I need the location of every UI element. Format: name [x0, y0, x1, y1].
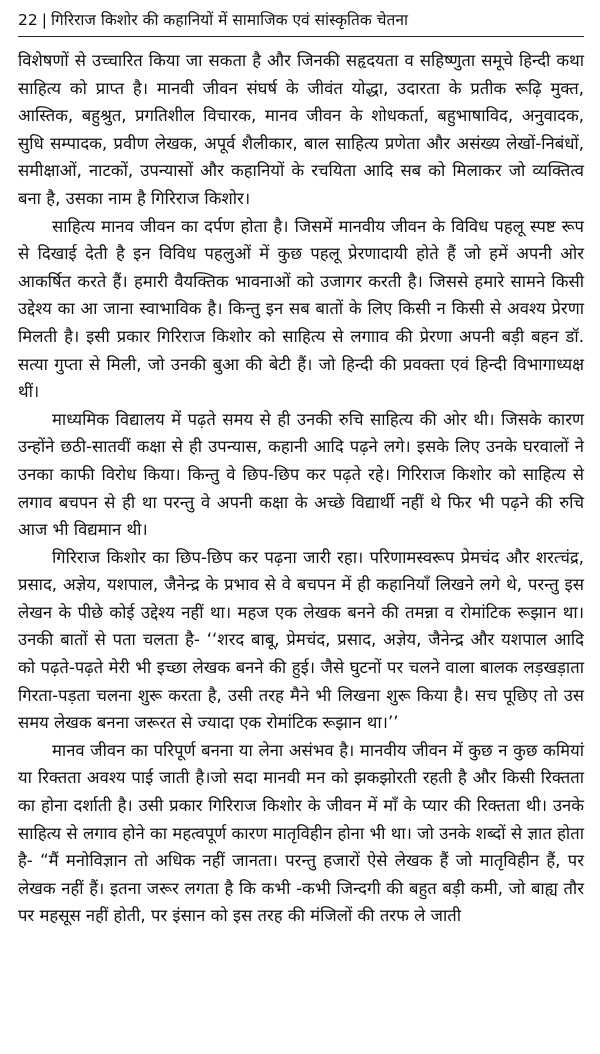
paragraph-3: माध्यमिक विद्यालय में पढ़ते समय से ही उनकी रुचि साहित्य की ओर थी। जिसके कारण उन्होंने छठी-सातवीं कक्षा से ही उपन्यास, कहानी आदि पढ़ने लगे। इसके लिए उनके घरवालों ने उनका काफी विरोध किया। किन्तु वे छिप-छिप कर पढ़ते रहे। गिरिराज किशोर को साहित्य से लगाव बचपन से ही था परन्तु वे अपनी कक्षा के अच्छे विद्यार्थी नहीं थे फिर भी पढ़ने की रुचि आज भी विद्यमान थी। — [18, 409, 584, 540]
paragraph-4: गिरिराज किशोर का छिप-छिप कर पढ़ना जारी रहा। परिणामस्वरूप प्रेमचंद और शरत्चंद्र, प्रसाद, अज्ञेय, यशपाल, जैनेन्द्र के प्रभाव से वे बचपन में ही कहानियाँ लिखने लगे थे, परन्तु इस लेखन के पीछे कोई उद्देश्य नहीं था। महज एक लेखक बनने की तमन्ना व रोमांटिक रूझान था। उनकी बातों से पता चलता है- ‘‘शरद बाबू, प्रेमचंद, प्रसाद, अज्ञेय, जैनेन्द्र और यशपाल आदि को पढ़ते-पढ़ते मेरी भी इच्छा लेखक बनने की हुई। जैसे घुटनों पर चलने वाला बालक लड़खड़ाता गिरता-पड़ता चलना शुरू करता है, उसी तरह मैने भी लिखना शुरू किया है। सच पूछिए तो उस समय लेखक बनना जरूरत से ज्यादा एक रोमांटिक रूझान था।’’ — [18, 547, 584, 733]
running-header — [18, 8, 584, 36]
body-text — [18, 47, 584, 930]
paragraph-1: विशेषणों से उच्चारित किया जा सकता है और जिनकी सहृदयता व सहिष्णुता समूचे हिन्दी कथा साहित्य को प्राप्त है। मानवी जीवन संघर्ष के जीवंत योद्धा, उदारता के प्रतीक रूढ़ि मुक्त, आस्तिक, बहुश्रुत, प्रगतिशील विचारक, मानव जीवन के शोधकर्ता, बहुभाषाविद, अनुवादक, सुधि सम्पादक, प्रवीण लेखक, अपूर्व शैलीकार, बाल साहित्य प्रणेता और असंख्य लेखों-निबंधों, समीक्षाओं, नाटकों, उपन्यासों और कहानियों के रचयिता आदि सब को मिलाकर जो व्यक्तित्व बना है, उसका नाम है गिरिराज किशोर। — [18, 51, 584, 208]
header-separator: | — [41, 11, 47, 29]
header-rule — [18, 36, 584, 37]
page-number: 22 — [18, 11, 38, 29]
paragraph-5: मानव जीवन का परिपूर्ण बनना या लेना असंभव है। मानवीय जीवन में कुछ न कुछ कमियां या रिक्तता अवश्य पाई जाती है।जो सदा मानवी मन को झकझोरती रहती है और किसी रिक्तता का होना दर्शाती है। उसी प्रकार गिरिराज किशोर के जीवन में माँ के प्यार की रिक्तता थी। उनके साहित्य से लगाव होने का महत्वपूर्ण कारण मातृविहीन होना भी था। जो उनके शब्दों से ज्ञात होता है- “मैं मनोविज्ञान तो अधिक नहीं जानता। परन्तु हजारों ऐसे लेखक हैं जो मातृविहीन हैं, पर लेखक नहीं हैं। इतना जरूर लगता है कि कभी -कभी जिन्दगी की बहुत बड़ी कमी, जो बाह्य तौर पर महसूस नहीं होती, पर इंसान को इस तरह की मंजिलों की तरफ ले जाती — [18, 740, 585, 926]
paragraph-2: साहित्य मानव जीवन का दर्पण होता है। जिसमें मानवीय जीवन के विविध पहलू स्पष्ट रूप से दिखाई देती है इन विविध पहलुओं में कुछ पहलू प्रेरणादायी होते हैं जो हमें अपनी ओर आकर्षित करते हैं। हमारी वैयक्तिक भावनाओं को उजागर करती है। जिससे हमारे सामने किसी उद्देश्य का आ जाना स्वाभाविक है। किन्तु इन सब बातों के लिए किसी न किसी से अवश्य प्रेरणा मिलती है। इसी प्रकार गिरिराज किशोर को साहित्य से लगााव की प्रेरणा अपनी बड़ी बहन डॉ. सत्या गुप्ता से मिली, जो उनकी बुआ की बेटी हैं। जो हिन्दी की प्रवक्ता एवं हिन्दी विभागाध्यक्ष थीं। — [18, 216, 584, 402]
running-title: गिरिराज किशोर की कहानियों में सामाजिक एवं सांस्कृतिक चेतना — [50, 11, 408, 29]
